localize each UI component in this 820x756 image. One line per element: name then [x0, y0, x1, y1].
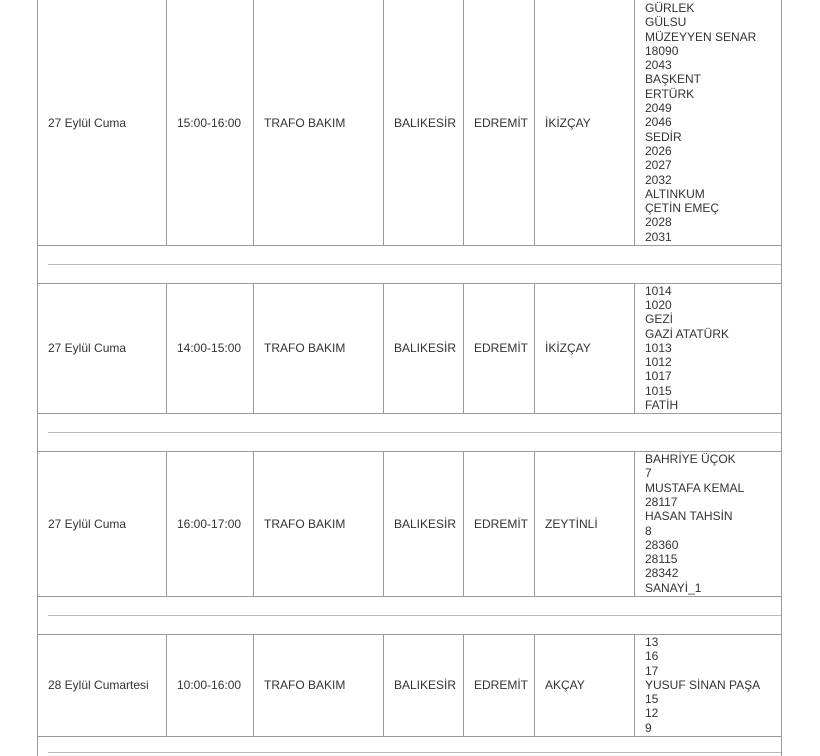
table-row [37, 451, 782, 596]
district-cell: EDREMİT [464, 451, 535, 596]
neighborhood-cell: İKİZÇAY [535, 0, 635, 245]
city-cell: BALIKESİR [384, 283, 464, 413]
neighborhood-cell: ZEYTİNLİ [535, 451, 635, 596]
street-item: 8 [645, 523, 652, 538]
street-item: BAHRİYE ÜÇOK [645, 452, 736, 467]
date-cell: 27 Eylül Cuma [38, 283, 167, 413]
street-item: GÜLSU [645, 15, 687, 30]
street-item: MÜZEYYEN SENAR [645, 29, 757, 44]
street-item: 16 [645, 649, 659, 664]
neighborhood-cell: AKÇAY [535, 634, 635, 736]
street-item: 12 [645, 706, 659, 721]
table-row [37, 634, 782, 736]
city-cell: BALIKESİR [384, 451, 464, 596]
street-item: 2032 [645, 172, 672, 187]
street-item: 9 [645, 720, 652, 735]
street-item: 1014 [645, 283, 672, 298]
street-item: ÇETİN EMEÇ [645, 201, 720, 216]
city-cell: BALIKESİR [384, 0, 464, 245]
date-cell: 27 Eylül Cuma [38, 451, 167, 596]
street-item: FATİH [645, 398, 679, 413]
street-item: MUSTAFA KEMAL [645, 480, 745, 495]
date-cell: 27 Eylül Cuma [38, 0, 167, 245]
city-cell: BALIKESİR [384, 634, 464, 736]
street-item: SANAYİ_1 [645, 580, 702, 595]
street-item: 28360 [645, 537, 679, 552]
street-item: 2043 [645, 58, 672, 73]
street-item: 28117 [645, 494, 678, 509]
district-cell: EDREMİT [464, 0, 535, 245]
street-item: ERTÜRK [645, 86, 695, 101]
street-item: BAŞKENT [645, 72, 702, 87]
street-item: 2046 [645, 115, 672, 130]
street-item: GÜRLEK [645, 0, 695, 15]
street-item: 15 [645, 692, 659, 707]
street-item: 1015 [645, 383, 672, 398]
table-row [37, 283, 782, 413]
street-item: 18090 [645, 43, 679, 58]
street-item: 28342 [645, 566, 679, 581]
time-cell: 16:00-17:00 [167, 451, 254, 596]
street-item: 7 [645, 466, 652, 481]
time-cell: 15:00-16:00 [167, 0, 254, 245]
street-item: 17 [645, 663, 659, 678]
street-item: 1017 [645, 369, 672, 384]
street-item: 2049 [645, 101, 672, 116]
reason-cell: TRAFO BAKIM [254, 634, 384, 736]
street-item: 28115 [645, 552, 678, 567]
street-item: ALTINKUM [645, 186, 705, 201]
district-cell: EDREMİT [464, 634, 535, 736]
streets-cell [635, 451, 781, 596]
reason-cell: TRAFO BAKIM [254, 451, 384, 596]
row-separator [37, 596, 782, 634]
row-separator [37, 413, 782, 451]
row-separator [37, 736, 782, 756]
street-item: 13 [645, 634, 659, 649]
reason-cell: TRAFO BAKIM [254, 283, 384, 413]
time-cell: 10:00-16:00 [167, 634, 254, 736]
table-row [37, 0, 782, 245]
streets-cell [635, 634, 781, 736]
street-item: YUSUF SİNAN PAŞA [645, 677, 761, 692]
street-item: 1013 [645, 340, 672, 355]
street-item: HASAN TAHSİN [645, 509, 733, 524]
street-item: GEZİ [645, 312, 674, 327]
date-cell: 28 Eylül Cumartesi [38, 634, 167, 736]
time-cell: 14:00-15:00 [167, 283, 254, 413]
street-item: 2026 [645, 143, 672, 158]
street-item: GAZİ ATATÜRK [645, 326, 730, 341]
streets-cell [635, 0, 781, 245]
district-cell: EDREMİT [464, 283, 535, 413]
street-item: 2031 [645, 229, 672, 244]
neighborhood-cell: İKİZÇAY [535, 283, 635, 413]
street-item: SEDİR [645, 129, 682, 144]
row-separator [37, 245, 782, 283]
reason-cell: TRAFO BAKIM [254, 0, 384, 245]
street-item: 2028 [645, 215, 672, 230]
streets-cell [635, 283, 781, 413]
street-item: 1020 [645, 297, 672, 312]
street-item: 2027 [645, 158, 672, 173]
street-item: 1012 [645, 355, 672, 370]
